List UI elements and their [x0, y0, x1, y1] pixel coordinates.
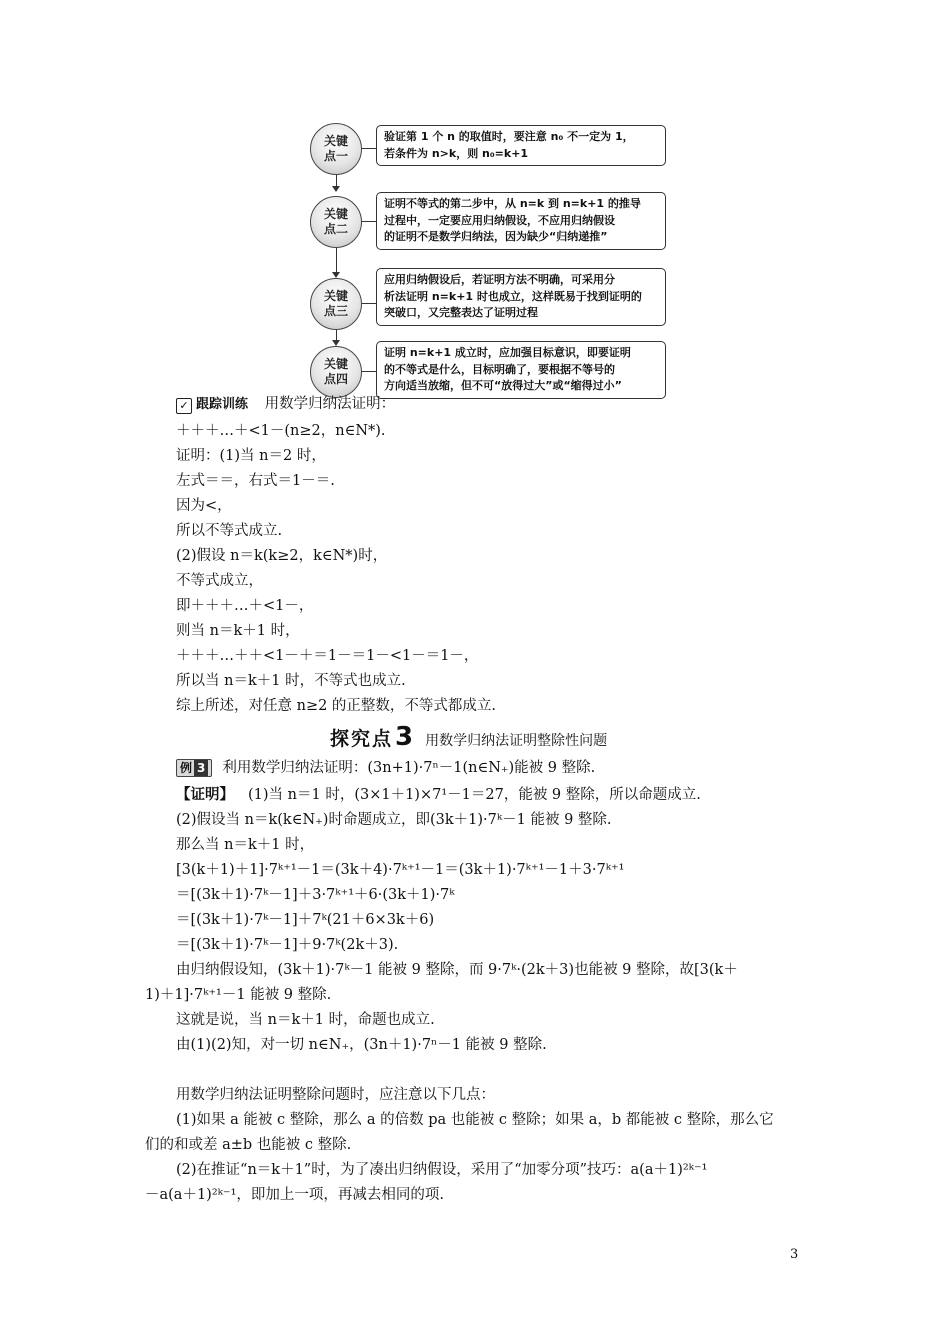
follow-line: 不等式成立，: [176, 573, 263, 589]
check-icon: ✓: [176, 398, 192, 414]
example-statement-line: 例 3 利用数学归纳法证明：(3n+1)·7ⁿ－1(n∈N₊)能被 9 整除.: [176, 758, 595, 778]
notes-line: －a(a＋1)²ᵏ⁻¹，即加上一项，再减去相同的项.: [145, 1187, 445, 1203]
connector-line: [362, 371, 376, 372]
connector-line: [362, 303, 376, 304]
follow-line: 证明：(1)当 n＝2 时，: [176, 448, 326, 464]
proof-line: 由(1)(2)知，对一切 n∈N₊，(3n＋1)·7ⁿ－1 能被 9 整除.: [176, 1037, 547, 1053]
notes-line: 们的和或差 a±b 也能被 c 整除.: [145, 1137, 352, 1153]
follow-line: 则当 n＝k＋1 时，: [176, 623, 300, 639]
key-point-text: 证明不等式的第二步中，从 n=k 到 n=k+1 的推导 过程中，一定要应用归纳假设，不应用归纳假设 的证明不是数学归纳法，因为缺少“归纳递推”: [376, 192, 666, 250]
key-point-2: [310, 192, 670, 252]
key-point-label: 关键 点三: [310, 278, 362, 330]
key-point-3: [310, 273, 670, 334]
key-point-label: 关键 点二: [310, 196, 362, 248]
proof-line: 1)＋1]·7ᵏ⁺¹－1 能被 9 整除.: [145, 987, 332, 1003]
follow-line: (2)假设 n＝k(k≥2，k∈N*)时，: [176, 548, 388, 564]
notes-line: (1)如果 a 能被 c 整除，那么 a 的倍数 pa 也能被 c 整除；如果 a，b 都能被 c 整除，那么它: [176, 1112, 774, 1128]
page-number: 3: [790, 1247, 799, 1262]
key-point-text: 应用归纳假设后，若证明方法不明确，可采用分 析法证明 n=k+1 时也成立，这样既易于找到证明的 突破口，又完整表达了证明过程: [376, 268, 666, 326]
proof-line: 那么当 n＝k＋1 时，: [176, 837, 315, 853]
proof-first-line: 【证明】 (1)当 n＝1 时，(3×1＋1)×7¹－1＝27，能被 9 整除，所以命题成立.: [176, 786, 701, 803]
section-heading: 探究点3 用数学归纳法证明整除性问题: [330, 722, 608, 752]
proof-line: 这就是说，当 n＝k＋1 时，命题也成立.: [176, 1012, 435, 1028]
key-point-text: 证明 n=k+1 成立时，应加强目标意识，即要证明 的不等式是什么，目标明确了，要根据不等号的 方向适当放缩，但不可“放得过大”或“缩得过小”: [376, 341, 666, 399]
notes-line: (2)在推证“n＝k＋1”时，为了凑出归纳假设，采用了“加零分项”技巧：a(a＋1)²ᵏ⁻¹: [176, 1162, 708, 1178]
follow-training-heading: ✓ 跟踪训练 用数学归纳法证明：: [176, 394, 395, 415]
proof-line: ＝[(3k＋1)·7ᵏ－1]＋7ᵏ(21＋6×3k＋6): [176, 912, 435, 928]
follow-line: 所以不等式成立.: [176, 523, 283, 539]
follow-training-tag: ✓ 跟踪训练: [176, 395, 248, 415]
example-tag: 例 3: [176, 759, 212, 777]
key-point-text: 验证第 1 个 n 的取值时，要注意 n₀ 不一定为 1， 若条件为 n>k，则 n₀=k+1: [376, 125, 666, 166]
proof-line: ＝[(3k＋1)·7ᵏ－1]＋3·7ᵏ⁺¹＋6·(3k＋1)·7ᵏ: [176, 887, 455, 903]
follow-line: 所以当 n＝k＋1 时，不等式也成立.: [176, 673, 406, 689]
follow-line: 即＋＋＋…＋<1－，: [176, 598, 314, 614]
notes-line: 用数学归纳法证明整除问题时，应注意以下几点：: [176, 1087, 495, 1103]
key-point-label: 关键 点一: [310, 123, 362, 175]
follow-line: 因为<，: [176, 498, 232, 514]
key-point-label: 关键 点四: [310, 346, 362, 398]
follow-line: ＋＋＋…＋<1－(n≥2，n∈N*).: [176, 423, 386, 439]
follow-line: 综上所述，对任意 n≥2 的正整数，不等式都成立.: [176, 698, 497, 714]
proof-line: (2)假设当 n＝k(k∈N₊)时命题成立，即(3k＋1)·7ᵏ－1 能被 9 整除.: [176, 812, 612, 828]
key-point-1: [310, 120, 670, 176]
key-point-4: [310, 332, 670, 392]
proof-line: ＝[(3k＋1)·7ᵏ－1]＋9·7ᵏ(2k＋3).: [176, 937, 399, 953]
connector-line: [362, 221, 376, 222]
connector-line: [362, 148, 376, 149]
follow-line: ＋＋＋…＋＋<1－＋＝1－＝1－<1－＝1－，: [176, 648, 479, 664]
proof-line: 由归纳假设知，(3k＋1)·7ᵏ－1 能被 9 整除，而 9·7ᵏ·(2k＋3)也能被 9 整除，故[3(k＋: [176, 962, 738, 978]
key-points-diagram: [310, 120, 670, 390]
follow-line: 左式＝＝，右式＝1－＝.: [176, 473, 335, 489]
proof-line: [3(k＋1)＋1]·7ᵏ⁺¹－1＝(3k＋4)·7ᵏ⁺¹－1＝(3k＋1)·7ᵏ⁺¹－1＋3·7ᵏ⁺¹: [176, 862, 625, 878]
